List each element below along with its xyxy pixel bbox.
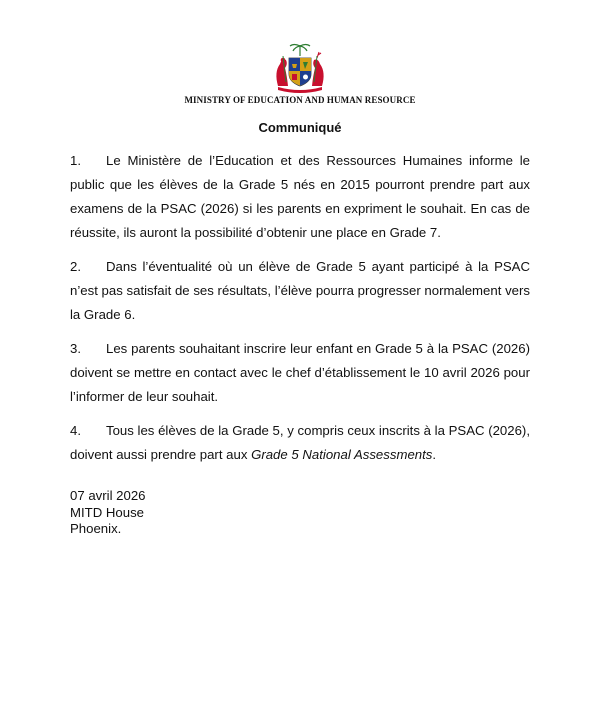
coat-of-arms-icon (268, 42, 332, 94)
paragraph-3 (70, 337, 530, 409)
page-title: Communiqué (258, 120, 342, 135)
paragraph-number: 2. (70, 259, 81, 274)
paragraph-number: 1. (70, 153, 81, 168)
communique-date: 07 avril 2026 (70, 488, 146, 503)
paragraph-1 (70, 149, 530, 245)
communique-location: MITD House (70, 504, 145, 520)
paragraph-text: Dans l’éventualité où un élève de Grade 5 ayant participé à la PSAC n’est pas satisfait de ses résultats, l’élève pourra progresser normalement vers la Grade 6. (70, 259, 530, 322)
paragraph-text: Les parents souhaitant inscrire leur enfant en Grade 5 à la PSAC (2026) doivent se mettre en contact avec le chef d’établissement le 10 avril 2026 pour l’informer de leur souhait. (70, 341, 530, 404)
paragraph-text: Tous les élèves de la Grade 5, y compris ceux inscrits à la PSAC (2026), doivent aussi prendre part aux (70, 423, 530, 462)
communique-body (70, 149, 530, 477)
communique-city: Phoenix. (70, 521, 122, 536)
paragraph-number: 3. (70, 341, 81, 356)
paragraph-2 (70, 255, 530, 327)
paragraph-text: Le Ministère de l’Education et des Ressources Humaines informe le public que les élèves de la Grade 5 nés en 2015 pourront prendre part aux examens de la PSAC (2026) si les parents en expriment le souhait. En cas de réussite, ils auront la possibilité d’obtenir une place en Grade 7. (70, 153, 530, 240)
ministry-name: MINISTRY OF EDUCATION AND HUMAN RESOURCE (184, 95, 416, 105)
paragraph-text-end: . (432, 447, 437, 462)
paragraph-4 (70, 419, 530, 467)
assessment-name: Grade 5 National Assessments (251, 447, 433, 462)
signature-block (70, 488, 146, 538)
paragraph-number: 4. (70, 423, 81, 438)
